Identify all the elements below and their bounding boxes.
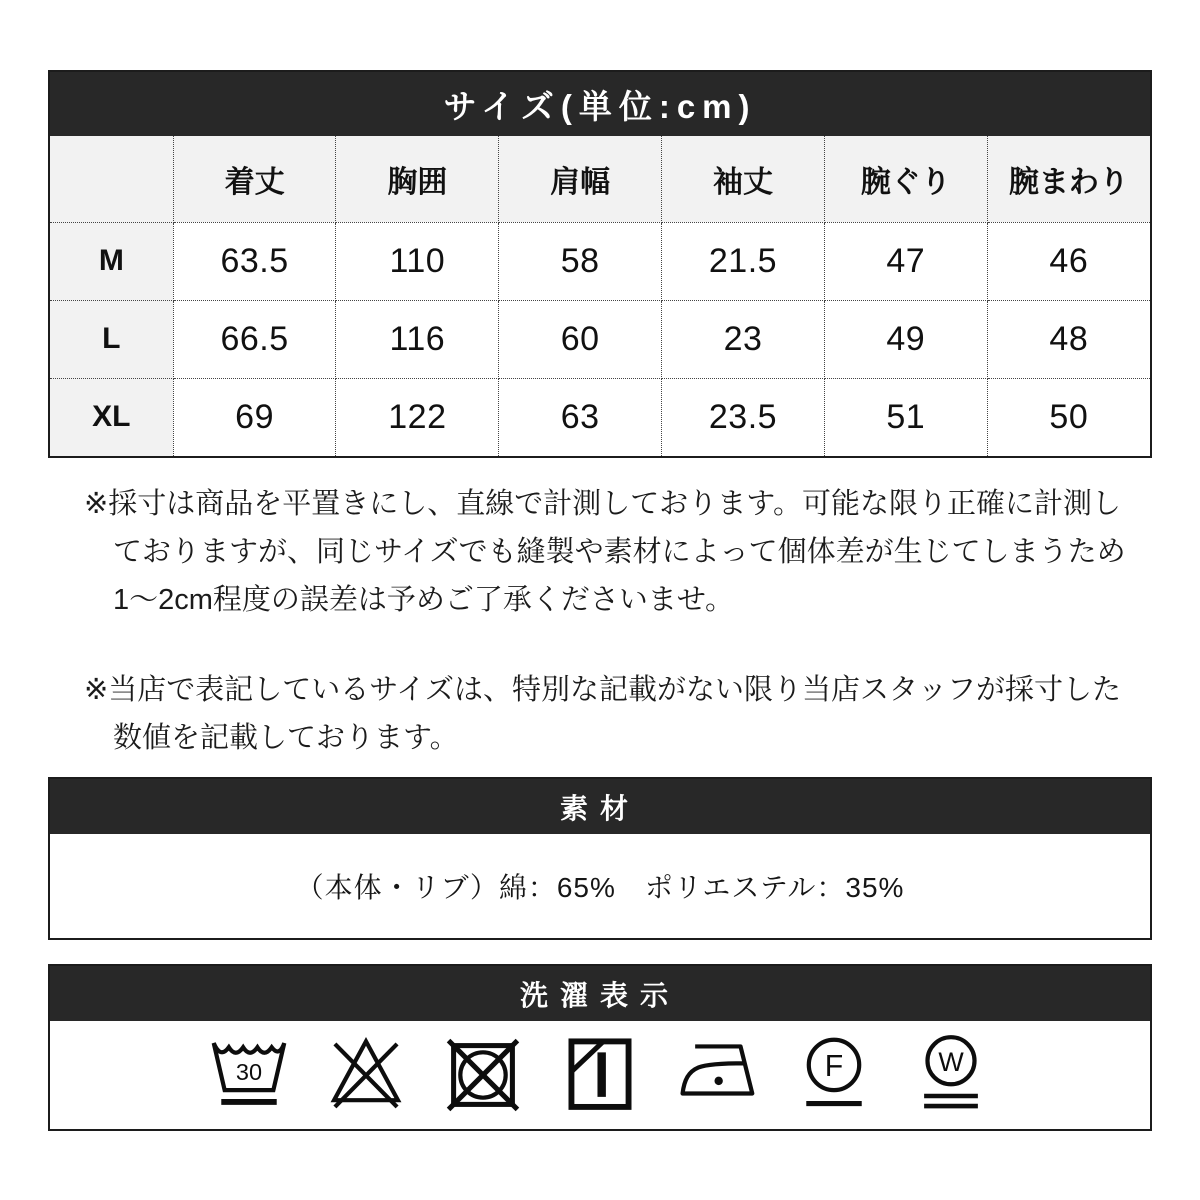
- note-staff-measured: ※当店で表記しているサイズは、特別な記載がない限り当店スタッフが採寸した数値を記載しております。: [84, 674, 1121, 754]
- product-info-panel: [48, 0, 1152, 1131]
- dry-clean-petroleum-gentle-icon: [792, 1033, 876, 1117]
- svg-text:F: F: [824, 1049, 844, 1083]
- laundry-title: 洗濯表示: [50, 966, 1150, 1021]
- column-header-armhole: 腕ぐり: [824, 136, 987, 222]
- size-table-header-row: [50, 136, 1150, 222]
- value-m-sleeve: 21.5: [662, 222, 825, 300]
- svg-text:W: W: [938, 1046, 964, 1077]
- note-measurement-method: ※採寸は商品を平置きにし、直線で計測しております。可能な限り正確に計測しておりますが、同じサイズでも縫製や素材によって個体差が生じてしまうため1～2cm程度の誤差は予めご了承くださいませ。: [84, 488, 1126, 616]
- column-header-sleeve: 袖丈: [662, 136, 825, 222]
- column-header-chest: 胸囲: [336, 136, 499, 222]
- value-l-chest: 116: [336, 300, 499, 378]
- size-chart-title: サイズ(単位:cm): [50, 72, 1150, 136]
- table-row-xl: [50, 378, 1150, 456]
- material-section: [48, 777, 1152, 940]
- do-not-bleach-icon: [324, 1033, 408, 1117]
- value-xl-arm-circumference: 50: [987, 378, 1150, 456]
- wash-temp-label: 30: [235, 1059, 263, 1086]
- laundry-section: [48, 964, 1152, 1131]
- column-header-shoulder: 肩幅: [499, 136, 662, 222]
- do-not-tumble-dry-icon: [441, 1033, 525, 1117]
- value-xl-length: 69: [173, 378, 336, 456]
- measurement-notes: [48, 480, 1138, 762]
- material-title: 素材: [50, 779, 1150, 834]
- value-m-armhole: 47: [824, 222, 987, 300]
- value-l-armhole: 49: [824, 300, 987, 378]
- value-l-sleeve: 23: [662, 300, 825, 378]
- size-chart-section: [48, 70, 1152, 458]
- value-l-length: 66.5: [173, 300, 336, 378]
- column-header-length: 着丈: [173, 136, 336, 222]
- size-label-l: L: [50, 300, 173, 378]
- size-table: [50, 136, 1150, 456]
- line-dry-in-shade-icon: [558, 1033, 642, 1117]
- value-m-arm-circumference: 46: [987, 222, 1150, 300]
- table-row-m: [50, 222, 1150, 300]
- care-symbols-row: [50, 1021, 1150, 1129]
- iron-low-heat-icon: [675, 1033, 759, 1117]
- value-xl-chest: 122: [336, 378, 499, 456]
- column-header-arm-circumference: 腕まわり: [987, 136, 1150, 222]
- table-row-l: [50, 300, 1150, 378]
- value-m-chest: 110: [336, 222, 499, 300]
- value-xl-armhole: 51: [824, 378, 987, 456]
- value-m-shoulder: 58: [499, 222, 662, 300]
- value-l-arm-circumference: 48: [987, 300, 1150, 378]
- value-xl-sleeve: 23.5: [662, 378, 825, 456]
- size-label-m: M: [50, 222, 173, 300]
- wash-30-gentle-icon: [207, 1033, 291, 1117]
- corner-cell: [50, 136, 173, 222]
- wet-clean-very-gentle-icon: [909, 1033, 993, 1117]
- value-m-length: 63.5: [173, 222, 336, 300]
- value-xl-shoulder: 63: [499, 378, 662, 456]
- size-label-xl: XL: [50, 378, 173, 456]
- material-composition: （本体・リブ）綿：65% ポリエステル：35%: [295, 872, 905, 903]
- value-l-shoulder: 60: [499, 300, 662, 378]
